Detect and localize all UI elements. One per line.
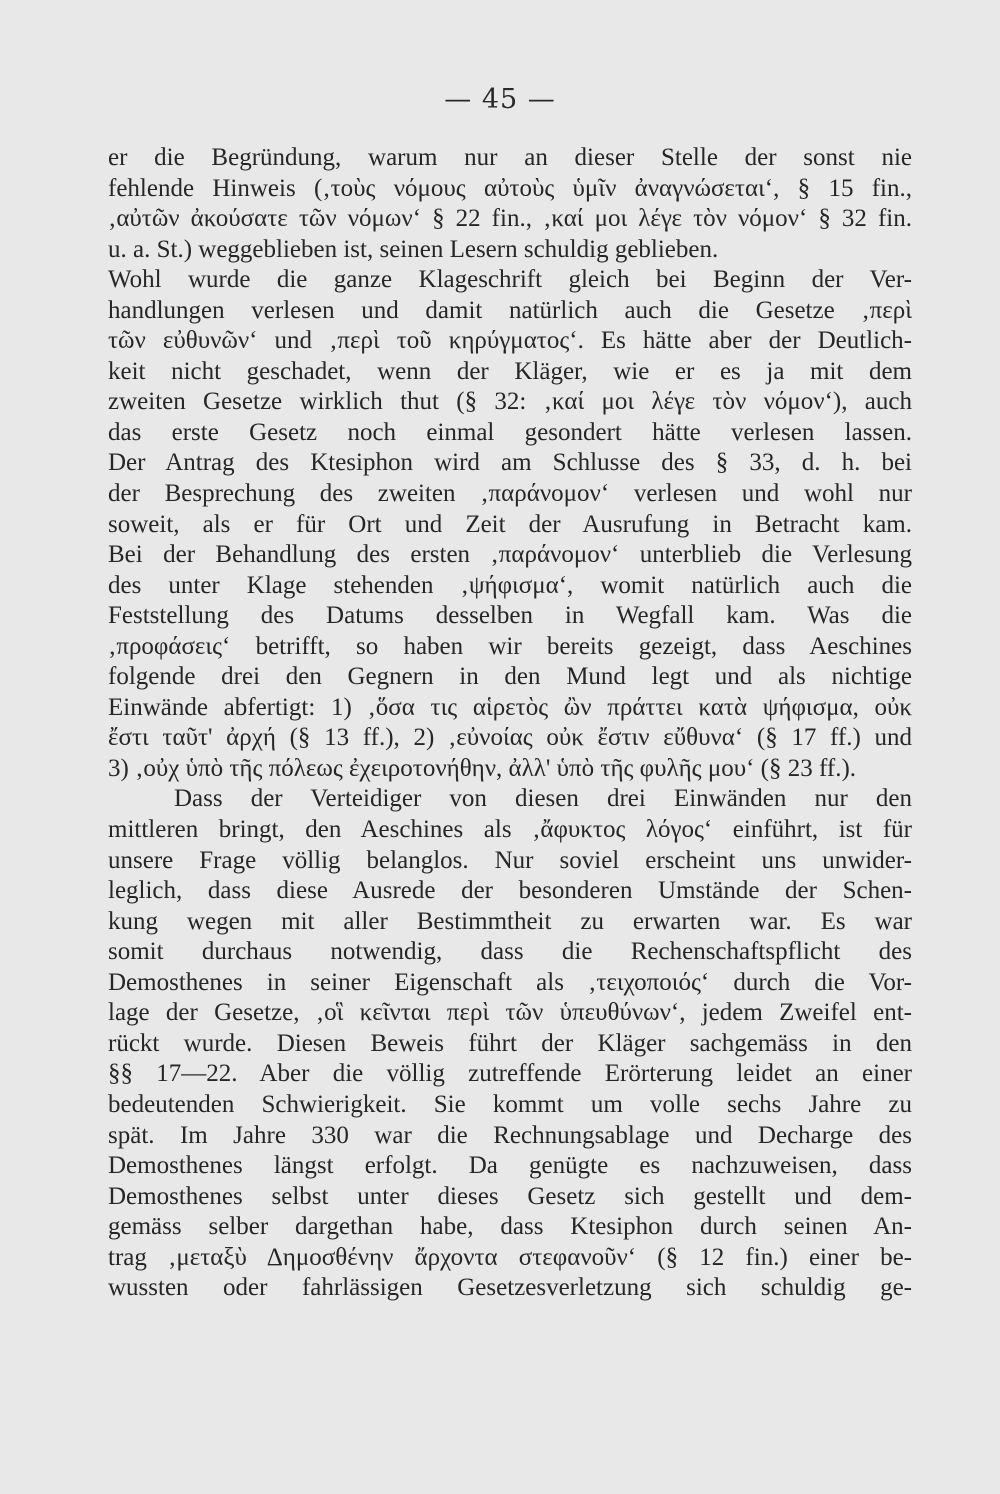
text-line: des unter Klage stehenden ‚ψήφισμα‘, womit natürlich auch die <box>108 571 912 599</box>
text-line: somit durchaus notwendig, dass die Rechenschaftspflicht des <box>108 938 912 966</box>
text-line: wussten oder fahrlässigen Gesetzesverletzung sich schuldig ge- <box>108 1274 912 1302</box>
text-line: mittleren bringt, den Aeschines als ‚ἄφυκτος λόγος‘ einführt, ist für <box>108 816 912 844</box>
text-line: Dass der Verteidiger von diesen drei Einwänden nur den <box>174 785 912 813</box>
text-line: ‚προφάσεις‘ betrifft, so haben wir bereits gezeigt, dass Aeschines <box>108 632 912 660</box>
text-line: er die Begründung, warum nur an dieser Stelle der sonst nie <box>108 144 912 171</box>
text-line: der Besprechung des zweiten ‚παράνομον‘ verlesen und wohl nur <box>108 480 912 508</box>
text-line: zweiten Gesetze wirklich thut (§ 32: ‚καί μοι λέγε τὸν νόμον‘), auch <box>108 388 912 416</box>
body-text <box>108 143 912 1304</box>
text-line: Demosthenes selbst unter dieses Gesetz sich gestellt und dem- <box>108 1182 912 1210</box>
text-line: u. a. St.) weggeblieben ist, seinen Lesern schuldig geblieben. <box>108 235 719 263</box>
text-line: Demosthenes längst erfolgt. Da genügte es nachzuweisen, dass <box>108 1152 912 1180</box>
text-line: Demosthenes in seiner Eigenschaft als ‚τειχοποιός‘ durch die Vor- <box>108 968 912 996</box>
text-line: Der Antrag des Ktesiphon wird am Schlusse des § 33, d. h. bei <box>108 449 912 477</box>
text-line: rückt wurde. Diesen Beweis führt der Kläger sachgemäss in den <box>108 1029 912 1057</box>
text-line: bedeutenden Schwierigkeit. Sie kommt um volle sechs Jahre zu <box>108 1090 912 1118</box>
text-line: §§ 17—22. Aber die völlig zutreffende Erörterung leidet an einer <box>108 1060 912 1088</box>
text-line: 3) ‚οὐχ ὑπὸ τῆς πόλεως ἐχειροτονήθην, ἀλλ' ὑπὸ τῆς φυλῆς μου‘ (§ 23 ff.). <box>108 754 857 782</box>
text-line: lage der Gesetze, ‚οἳ κεῖνται περὶ τῶν ὑπευθύνων‘, jedem Zweifel ent- <box>108 999 912 1027</box>
text-line: keit nicht geschadet, wenn der Kläger, wie er es ja mit dem <box>108 357 912 385</box>
text-line: Einwände abfertigt: 1) ‚ὅσα τις αἱρετὸς ὢν πράττει κατὰ ψήφισμα, οὐκ <box>108 693 912 721</box>
text-line: leglich, dass diese Ausrede der besonderen Umstände der Schen- <box>108 877 912 905</box>
text-line: Feststellung des Datums desselben in Wegfall kam. Was die <box>108 602 912 630</box>
text-line: fehlende Hinweis (‚τοὺς νόμους αὐτοὺς ὑμῖν ἀναγνώσεται‘, § 15 fin., <box>108 174 912 202</box>
page-number: — 45 — <box>444 84 556 115</box>
text-line: unsere Frage völlig belanglos. Nur soviel erscheint uns unwider- <box>108 846 912 874</box>
text-line: spät. Im Jahre 330 war die Rechnungsablage und Decharge des <box>108 1121 912 1149</box>
text-line: trag ‚μεταξὺ Δημοσθένην ἄρχοντα στεφανοῦν‘ (§ 12 fin.) einer be- <box>108 1243 912 1271</box>
text-line: kung wegen mit aller Bestimmtheit zu erwarten war. Es war <box>108 907 912 935</box>
text-line: soweit, als er für Ort und Zeit der Ausrufung in Betracht kam. <box>108 510 912 538</box>
text-line: Wohl wurde die ganze Klageschrift gleich bei Beginn der Ver- <box>108 266 912 294</box>
text-line: das erste Gesetz noch einmal gesondert hätte verlesen lassen. <box>108 418 912 446</box>
text-line: handlungen verlesen und damit natürlich auch die Gesetze ‚περὶ <box>108 296 912 324</box>
text-line: gemäss selber dargethan habe, dass Ktesiphon durch seinen An- <box>108 1213 912 1241</box>
text-line: Bei der Behandlung des ersten ‚παράνομον‘ unterblieb die Verlesung <box>108 541 912 569</box>
text-line: ἔστι ταῦτ' ἀρχή (§ 13 ff.), 2) ‚εὐνοίας οὐκ ἔστιν εὔθυνα‘ (§ 17 ff.) und <box>108 724 912 752</box>
text-line: ‚αὐτῶν ἀκούσατε τῶν νόμων‘ § 22 fin., ‚καί μοι λέγε τὸν νόμον‘ § 32 fin. <box>108 205 912 233</box>
text-line: folgende drei den Gegnern in den Mund legt und als nichtige <box>108 663 912 691</box>
text-line: τῶν εὐθυνῶν‘ und ‚περὶ τοῦ κηρύγματος‘. Es hätte aber der Deutlich- <box>108 327 912 355</box>
